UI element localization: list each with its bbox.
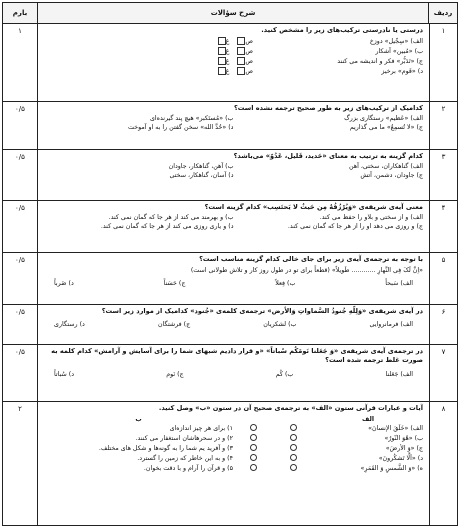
question-title: کدام گزینه به ترتیب به معنای «حَدید، قَلیل، عَدُوّ» می‌باشد؟ [233,152,423,160]
question-number: ۵ [429,253,457,304]
column-b-item: ۴) و به این خاطر که زمین را گسترد. [137,455,233,462]
column-a-item: الف) «خَلَقَ الإنسانَ» [368,425,423,432]
question-title: درستی یا نادرستی ترکیب‌های زیر را مشخص کنید. [261,26,423,34]
match-dot[interactable] [250,464,257,471]
question-row-6 [3,305,457,345]
option-d[interactable]: د) و یاری روزی می کند از هر جا که گمان نمی کند. [100,223,234,230]
question-score: ۲ [18,405,22,413]
false-label: غ [225,37,230,45]
question-row-5 [3,253,457,305]
question-body [37,150,429,200]
false-checkbox[interactable] [218,47,226,55]
question-score: ۰/۵ [15,153,25,161]
option-a[interactable]: الف) سَبحاً [385,280,413,287]
question-score: ۰/۵ [15,308,25,316]
question-title: معنی آیه‌ی شریفه‌ی «وَیُرْزُقُهُ مِن حَیثُ لا یَحتَسِب» کدام گزینه است؟ [204,203,423,211]
column-b-item: ۱) برای هر چیز اندازه‌ای [169,425,233,432]
false-label: غ [225,67,230,75]
option-b[interactable]: ب) و بهرمند می کند از هر جا که گمان نمی کند. [108,214,234,221]
match-dot[interactable] [290,454,297,461]
column-b-heading: ب [135,416,142,423]
false-checkbox[interactable] [218,57,226,65]
match-dot[interactable] [250,424,257,431]
column-a-item: د) «اَلَّا تَشکُرونَ» [378,455,423,462]
question-row-2 [3,102,457,150]
match-dot[interactable] [250,444,257,451]
header-score: بارم [12,9,28,17]
question-title: در ترجمه‌ی آیه‌ی شریفه‌ی «وَ جَعَلنا نَومَکُم سُباتاً» «و قرار دادیم شبهای شما را برای آسایش و آرامش» کدام کلمه به صورت غلط ترجمه شده است؟ [51,347,423,364]
column-b-item: ۵) و قرآن را آرام و با دقت بخوان. [143,465,233,472]
true-label: ص [245,57,253,65]
match-dot[interactable] [290,444,297,451]
option-b[interactable]: ب) لشکریان [263,321,297,328]
tf-item [44,66,423,76]
option-a[interactable]: الف) «عَظیم» رستگاری بزرگ [344,115,423,122]
question-body [37,253,429,304]
column-a-item: ه) «وَ الشَّمسِ وَ القَمَرِ» [360,465,423,472]
option-d[interactable]: د) سُباتاً [54,371,75,378]
match-dot[interactable] [250,454,257,461]
tf-text: ب) «مُبین» آشکار [375,47,423,55]
match-dot[interactable] [290,464,297,471]
question-body [37,305,429,344]
option-c[interactable]: ج) «لا تُسمِعُ» ما می گذاریم [349,124,423,131]
question-body [37,102,429,149]
option-c[interactable]: ج) جاودان، دشمن، آتش [360,172,423,179]
option-c[interactable]: ج) حَسَناً [163,280,186,287]
false-label: غ [225,47,230,55]
question-title: کدامیک از ترکیب‌های زیر به طور صحیح ترجمه نشده است؟ [233,104,423,112]
option-a[interactable]: الف) فرمانروایی [369,321,413,328]
question-row-1 [3,24,457,102]
match-dot[interactable] [250,434,257,441]
tf-text: الف) «سِجّیل» دوزخ [369,37,423,45]
question-score: ۱ [18,27,22,35]
option-b[interactable]: ب) «مُستَکبر» هیچ پند گیرنده‌ای [150,115,234,122]
option-d[interactable]: د) «حُدَّ الله» سخن گفتن را به او آموخت [128,124,234,131]
tf-item [44,46,423,56]
tf-item [44,36,423,46]
question-number: ۶ [429,305,457,344]
question-title: در آیه‌ی شریفه‌ی «وَلِلّهِ جُنودُ السَّماواتِ وَالأرض» ترجمه‌ی کلمه‌ی «جُنود» کدامیک از موارد زیر است؟ [101,307,423,315]
question-body [37,201,429,252]
option-b[interactable]: ب) آهن، گناهکار، جاودان [168,163,234,170]
question-row-7 [3,345,457,402]
option-d[interactable]: د) ضَرباً [54,280,74,287]
exam-sheet [2,2,458,526]
header-body: شرح سؤالات [37,3,428,23]
false-checkbox[interactable] [218,37,226,45]
option-c[interactable]: ج) نَوم [166,371,184,378]
option-b[interactable]: ب) کُم [275,371,294,378]
column-a-item: ب) «هُوَ النّورُ» [384,435,423,442]
question-score: ۰/۵ [15,256,25,264]
question-score: ۰/۵ [15,105,25,113]
option-c[interactable]: ج) فرشتگان [157,321,191,328]
match-dot[interactable] [290,424,297,431]
false-label: غ [225,57,230,65]
question-title: آیات و عبارات قرآنی ستون «الف» به ترجمه‌ی صحیح آن در ستون «ب» وصل کنید. [158,404,423,412]
option-a[interactable]: الف) جَعَلنا [385,371,413,378]
option-d[interactable]: د) رستگاری [54,321,85,328]
question-number: ۳ [429,150,457,200]
table-header [3,3,457,24]
column-a-item: ج) «وَ الأرضَ» [385,445,423,452]
question-number: ۷ [429,345,457,401]
tf-text: ج) «تَدَبُّر» فکر و اندیشه می کنند [337,57,423,65]
question-number: ۴ [429,201,457,252]
question-number: ۲ [429,102,457,149]
column-b-item: ۳) و آفرید یم شما را به گونه‌ها و شکل های مختلف. [98,445,233,452]
true-label: ص [245,67,253,75]
question-row-8 [3,402,457,526]
column-a-heading: الف [361,416,375,423]
header-num: ردیف [428,3,457,23]
question-body [37,345,429,401]
question-row-4 [3,201,457,253]
question-score: ۰/۵ [15,348,25,356]
true-label: ص [245,47,253,55]
tf-item [44,56,423,66]
ayah-sentence: «اِنَّ لَکَ فِی النَّهارِ ............ طَویلاً» (قطعاً برای تو در طول روز کار و تلاش طولانی است) [190,267,423,274]
option-d[interactable]: د) آسان، گناهکار، سختی [169,172,234,179]
question-number: ۱ [429,24,457,101]
question-row-3 [3,150,457,201]
question-body [37,402,429,526]
option-c[interactable]: ج) و روزی می دهد او را از هر جا که گمان نمی کند. [287,223,423,230]
match-dot[interactable] [290,434,297,441]
true-label: ص [245,37,253,45]
option-a[interactable]: الف) و از سختی و بلاو را حفظ می کند. [319,214,423,221]
false-checkbox[interactable] [218,67,226,75]
column-b-item: ۲) و در سحرهاشان استغفار می کنند. [135,435,233,442]
question-number: ۸ [429,402,457,526]
question-score: ۰/۵ [15,204,25,212]
question-title: با توجه به ترجمه‌ی آیه‌ی زیر برای جای خالی کدام گزینه مناسب است؟ [199,255,423,263]
question-body [37,24,429,101]
tf-text: د) «قَوم» برخیز [381,67,423,75]
option-a[interactable]: الف) گناهکاران، سختی، آهن [348,163,423,170]
option-b[interactable]: ب) فِعلاً [275,280,296,287]
